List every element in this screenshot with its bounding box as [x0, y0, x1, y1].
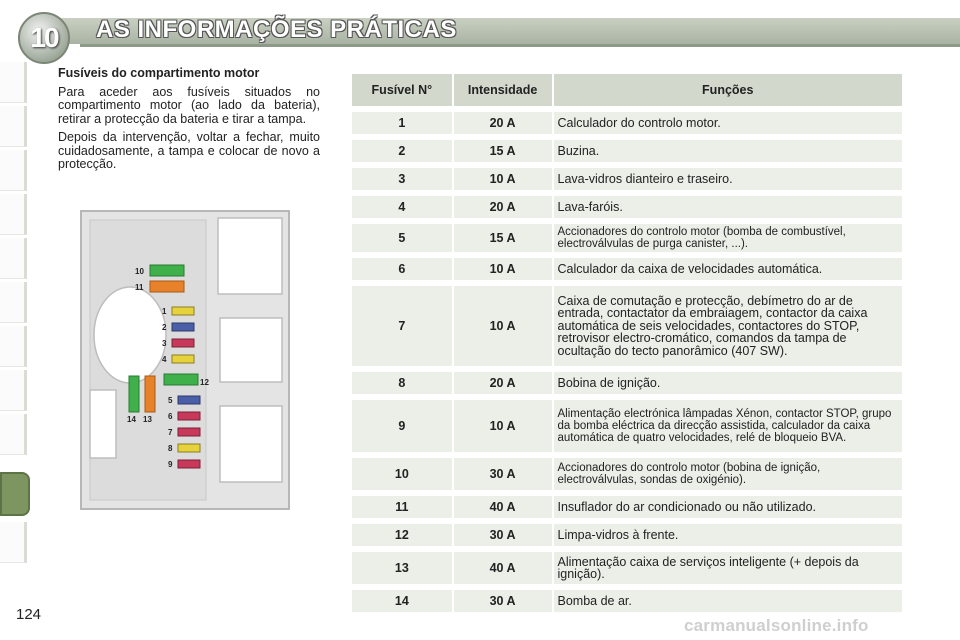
column-header-functions: Funções [554, 74, 903, 106]
column-header-amps: Intensidade [454, 74, 552, 106]
fuse-function: Limpa-vidros à frente. [554, 524, 903, 546]
chapter-tab[interactable] [0, 150, 27, 191]
relay-slot [220, 406, 282, 482]
fuse-amperage: 40 A [454, 496, 552, 518]
fuse-number: 8 [352, 372, 452, 394]
chapter-tab[interactable] [0, 62, 27, 103]
fuse-number: 12 [352, 524, 452, 546]
table-row [352, 524, 902, 546]
relay-slot [220, 318, 282, 382]
fuse-label: 3 [162, 339, 167, 348]
fuse-number: 13 [352, 552, 452, 584]
fuse-4 [172, 355, 194, 363]
fuse-8 [178, 444, 200, 452]
fuse-7 [178, 428, 200, 436]
section-heading: Fusíveis do compartimento motor [58, 66, 260, 80]
fuse-13 [145, 376, 155, 412]
fuse-number: 7 [352, 286, 452, 366]
chapter-tab[interactable] [0, 194, 27, 235]
fuse-amperage: 15 A [454, 140, 552, 162]
fuse-number: 5 [352, 224, 452, 252]
fuse-2 [172, 323, 194, 331]
fuse-14 [129, 376, 139, 412]
fuse-3 [172, 339, 194, 347]
fuse-label: 11 [135, 283, 144, 292]
page-header [0, 0, 960, 56]
watermark: carmanualsonline.info [684, 616, 869, 635]
fuse-amperage: 30 A [454, 524, 552, 546]
fuse-label: 5 [168, 396, 173, 405]
table-row [352, 196, 902, 218]
table-row [352, 590, 902, 612]
fuse-label: 9 [168, 460, 173, 469]
page-title: AS INFORMAÇÕES PRÁTICAS [96, 16, 457, 43]
table-row [352, 258, 902, 280]
fuse-number: 1 [352, 112, 452, 134]
table-row [352, 140, 902, 162]
lower-slot [90, 390, 116, 458]
fuse-function: Insuflador do ar condicionado ou não utilizado. [554, 496, 903, 518]
fuse-12 [164, 374, 198, 385]
fuse-9 [178, 460, 200, 468]
fuse-amperage: 10 A [454, 286, 552, 366]
fuse-number: 2 [352, 140, 452, 162]
fuse-function: Caixa de comutação e protecção, debímetro do ar de entrada, contactator da embraiagem, contactor da caixa automática de seis velocidades, contactores do STOP, retrovisor electro-cromático, comandos da tampa de ocultação do tecto panorâmico (407 SW). [554, 286, 903, 366]
fuse-number: 14 [352, 590, 452, 612]
fuse-function: Calculador do controlo motor. [554, 112, 903, 134]
fuse-number: 11 [352, 496, 452, 518]
table-row [352, 168, 902, 190]
intro-text [58, 67, 320, 177]
fuse-number: 6 [352, 258, 452, 280]
fuse-amperage: 10 A [454, 400, 552, 452]
fuse-function: Calculador da caixa de velocidades automática. [554, 258, 903, 280]
intro-paragraph: Depois da intervenção, voltar a fechar, muito cuidadosamente, a tampa e colocar de novo a protecção. [58, 130, 320, 171]
fuse-label: 1 [162, 307, 167, 316]
relay-slot [218, 218, 282, 294]
fuse-function: Accionadores do controlo motor (bomba de combustível, electroválvulas de purga canister, ...). [554, 224, 903, 252]
chapter-tabs [0, 62, 32, 582]
chapter-tab[interactable] [0, 414, 27, 455]
fuse-amperage: 20 A [454, 112, 552, 134]
column-header-fuse: Fusível N° [352, 74, 452, 106]
table-row [352, 458, 902, 490]
fuse-amperage: 30 A [454, 458, 552, 490]
fuse-number: 9 [352, 400, 452, 452]
page-number: 124 [16, 606, 42, 623]
fuse-function: Lava-vidros dianteiro e traseiro. [554, 168, 903, 190]
fuse-function: Alimentação electrónica lâmpadas Xénon, contactor STOP, grupo da bomba eléctrica da direcção assistida, calculador da caixa automática de quatro velocidades, relé de bloqueio BVA. [554, 400, 903, 452]
table-row [352, 286, 902, 366]
fuse-box-diagram [80, 210, 290, 510]
fuse-amperage: 30 A [454, 590, 552, 612]
chapter-tab[interactable] [0, 522, 27, 563]
fuse-label: 13 [143, 415, 152, 424]
chapter-tab[interactable] [0, 326, 27, 367]
fuse-label: 12 [200, 378, 209, 387]
fuse-number: 4 [352, 196, 452, 218]
fuse-table [350, 68, 904, 618]
fuse-amperage: 15 A [454, 224, 552, 252]
fuse-label: 6 [168, 412, 173, 421]
circular-opening [94, 287, 166, 383]
fuse-amperage: 10 A [454, 168, 552, 190]
table-row [352, 112, 902, 134]
table-row [352, 224, 902, 252]
header-underline [80, 44, 960, 47]
intro-paragraph: Para aceder aos fusíveis situados no compartimento motor (ao lado da bateria), retirar a protecção da bateria e tirar a tampa. [58, 84, 320, 126]
fuse-function: Bomba de ar. [554, 590, 903, 612]
chapter-tab[interactable] [0, 370, 27, 411]
fuse-amperage: 20 A [454, 372, 552, 394]
table-row [352, 552, 902, 584]
table-row [352, 496, 902, 518]
table-header-row [352, 74, 902, 106]
fuse-label: 4 [162, 355, 167, 364]
chapter-tab[interactable] [0, 238, 27, 279]
fuse-label: 10 [135, 267, 144, 276]
fuse-function: Accionadores do controlo motor (bobina de ignição, electroválvulas, sondas de oxigénio). [554, 458, 903, 490]
fuse-amperage: 10 A [454, 258, 552, 280]
fuse-label: 8 [168, 444, 173, 453]
fuse-function: Bobina de ignição. [554, 372, 903, 394]
chapter-tab[interactable] [0, 106, 27, 147]
fuse-label: 2 [162, 323, 167, 332]
table-row [352, 400, 902, 452]
fuse-5 [178, 396, 200, 404]
fuse-amperage: 20 A [454, 196, 552, 218]
chapter-badge: 10 [18, 12, 70, 64]
fuse-11 [150, 281, 184, 292]
fuse-amperage: 40 A [454, 552, 552, 584]
fuse-number: 3 [352, 168, 452, 190]
fuse-function: Alimentação caixa de serviços inteligente (+ depois da ignição). [554, 552, 903, 584]
fuse-label: 14 [127, 415, 136, 424]
fuse-number: 10 [352, 458, 452, 490]
fuse-function: Lava-faróis. [554, 196, 903, 218]
fuse-label: 7 [168, 428, 173, 437]
table-row [352, 372, 902, 394]
fuse-10 [150, 265, 184, 276]
fuse-1 [172, 307, 194, 315]
fuse-6 [178, 412, 200, 420]
chapter-tab[interactable] [0, 282, 27, 323]
fuse-function: Buzina. [554, 140, 903, 162]
chapter-tab-active[interactable] [0, 472, 30, 516]
